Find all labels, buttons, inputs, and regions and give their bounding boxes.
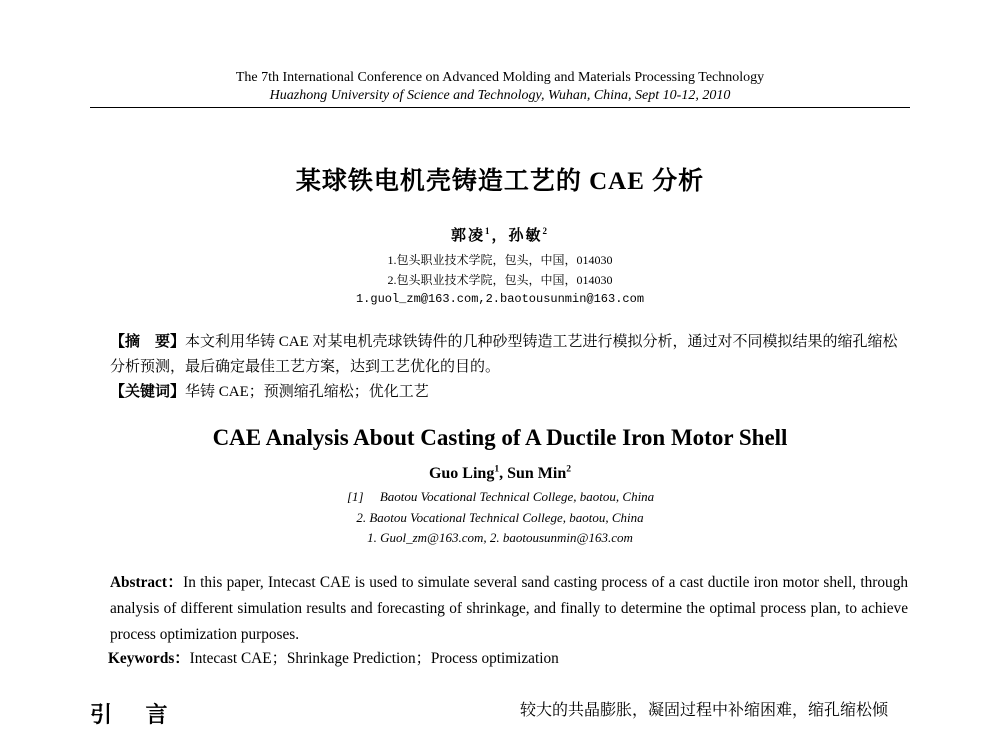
- chinese-keywords-label: 【关键词】: [110, 384, 186, 400]
- english-abstract: [110, 570, 908, 648]
- chinese-author-2-sup: 2: [542, 226, 550, 236]
- conference-venue: Huazhong University of Science and Technology, Wuhan, China, Sept 10-12, 2010: [269, 88, 731, 103]
- conference-header: The 7th International Conference on Advanced Molding and Materials Processing Technology: [235, 70, 765, 85]
- english-keywords-label: Keywords：: [108, 650, 190, 667]
- chinese-abstract-label: 【摘 要】: [110, 334, 186, 350]
- english-title: CAE Analysis About Casting of A Ductile Iron Motor Shell: [212, 425, 788, 450]
- english-author-1: Guo Ling: [428, 465, 495, 482]
- chinese-author-1: 郭凌: [450, 228, 485, 244]
- section-heading-introduction: 引 言: [90, 702, 182, 727]
- header-rule: [90, 107, 910, 108]
- english-author-1-sup: 1: [494, 463, 500, 475]
- chinese-author-2: 孙敏: [508, 228, 543, 244]
- body-text-partial: 较大的共晶膨胀，凝固过程中补缩困难，缩孔缩松倾: [520, 702, 889, 719]
- english-affiliation-1: [1] Baotou Vocational Technical College, baotou, China: [347, 489, 655, 504]
- chinese-abstract-text: 本文利用华铸 CAE 对某电机壳球铁铸件的几种砂型铸造工艺进行模拟分析，通过对不同模拟结果的缩孔缩松分析预测，最后确定最佳工艺方案，达到工艺优化的目的。: [110, 334, 898, 375]
- english-keywords: [108, 646, 559, 668]
- chinese-affiliation-2: 2.包头职业技术学院，包头，中国，014030: [387, 273, 613, 287]
- chinese-abstract: [110, 330, 910, 380]
- chinese-title: 某球铁电机壳铸造工艺的 CAE 分析: [295, 168, 705, 195]
- english-abstract-text: In this paper, Intecast CAE is used to simulate several sand casting process of a cast ductile iron motor shell, through analysis of different simulation results and forecasting of shrinkage, and finally to determine the optimal process plan, to achieve process optimization purposes.: [110, 574, 908, 643]
- chinese-emails: 1.guol_zm@163.com,2.baotousunmin@163.com: [355, 292, 645, 306]
- english-author-separator: ,: [499, 465, 508, 482]
- english-author-2-sup: 2: [566, 463, 572, 475]
- english-affiliation-2: 2. Baotou Vocational Technical College, baotou, China: [356, 510, 644, 525]
- chinese-keywords: [110, 380, 910, 405]
- english-emails: 1. Guol_zm@163.com, 2. baotousunmin@163.com: [367, 530, 633, 545]
- english-author-2: Sun Min: [507, 465, 567, 482]
- chinese-author-separator: ，: [491, 228, 509, 244]
- chinese-keywords-text: 华铸 CAE；预测缩孔缩松；优化工艺: [185, 384, 429, 400]
- chinese-authors: [0, 224, 1000, 245]
- chinese-affiliation-1: 1.包头职业技术学院，包头，中国，014030: [387, 253, 613, 267]
- english-keywords-text: Intecast CAE；Shrinkage Prediction；Process optimization: [189, 650, 559, 667]
- english-authors: [0, 465, 1000, 483]
- chinese-author-1-sup: 1: [484, 226, 492, 236]
- english-abstract-label: Abstract：: [110, 574, 184, 591]
